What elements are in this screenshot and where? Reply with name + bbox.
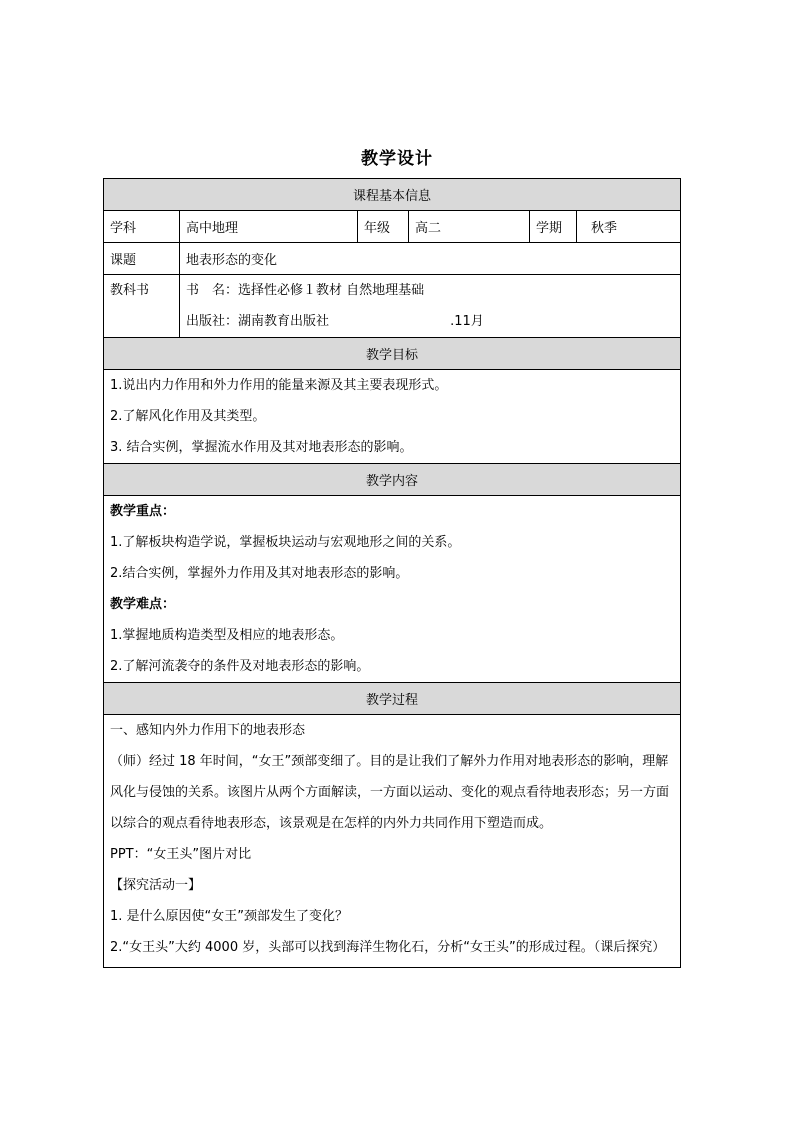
term-label: 学期 — [530, 211, 577, 243]
difficult-point-item: 1.掌握地质构造类型及相应的地表形态。 — [110, 628, 344, 643]
key-points-label: 教学重点： — [110, 504, 176, 519]
ppt-note: PPT：“女王头”图片对比 — [110, 847, 252, 862]
textbook-row — [104, 275, 681, 338]
goals-cell — [104, 370, 681, 464]
difficult-point-item: 2.了解河流袭夺的条件及对地表形态的影响。 — [110, 659, 370, 674]
question-item: 2.“女王头”大约 4000 岁，头部可以找到海洋生物化石，分析“女王头”的形成过程。（课后探究） — [110, 940, 666, 955]
basic-info-row — [104, 211, 681, 243]
topic-label: 课题 — [104, 243, 180, 275]
goal-item: 3. 结合实例，掌握流水作用及其对地表形态的影响。 — [110, 440, 413, 455]
page-title: 教学设计 — [361, 149, 433, 169]
activity-title: 【探究活动一】 — [110, 878, 202, 893]
topic-row — [104, 243, 681, 275]
subject-value: 高中地理 — [180, 211, 358, 243]
content-header: 教学内容 — [104, 464, 681, 496]
textbook-name: 书 名：选择性必修１教材 自然地理基础 — [186, 283, 425, 298]
goal-item: 2.了解风化作用及其类型。 — [110, 409, 266, 424]
textbook-publisher: 出版社：湖南教育出版社 .11月 — [186, 314, 484, 329]
difficult-points-label: 教学难点： — [110, 597, 176, 612]
goal-item: 1.说出内力作用和外力作用的能量来源及其主要表现形式。 — [110, 378, 448, 393]
term-value: 秋季 — [577, 211, 681, 243]
process-header: 教学过程 — [104, 683, 681, 715]
grade-value: 高二 — [409, 211, 530, 243]
key-point-item: 1.了解板块构造学说，掌握板块运动与宏观地形之间的关系。 — [110, 535, 461, 550]
process-paragraph: （师）经过 18 年时间，“女王”颈部变细了。目的是让我们了解外力作用对地表形态的影响，理解风化与侵蚀的关系。该图片从两个方面解读，一方面以运动、变化的观点看待地表形态；另一方面以综合的观点看待地表形态，该景观是在怎样的内外力共同作用下塑造而成。 — [110, 754, 670, 831]
key-point-item: 2.结合实例，掌握外力作用及其对地表形态的影响。 — [110, 566, 409, 581]
content-cell — [104, 496, 681, 683]
process-cell — [104, 715, 681, 968]
subject-label: 学科 — [104, 211, 180, 243]
process-section-title: 一、感知内外力作用下的地表形态 — [110, 723, 306, 738]
grade-label: 年级 — [358, 211, 409, 243]
question-item: 1. 是什么原因使“女王”颈部发生了变化？ — [110, 909, 349, 924]
textbook-label: 教科书 — [104, 275, 180, 338]
topic-value: 地表形态的变化 — [180, 243, 681, 275]
lesson-plan-table — [103, 178, 681, 968]
goals-header: 教学目标 — [104, 338, 681, 370]
basic-info-header: 课程基本信息 — [104, 179, 681, 211]
